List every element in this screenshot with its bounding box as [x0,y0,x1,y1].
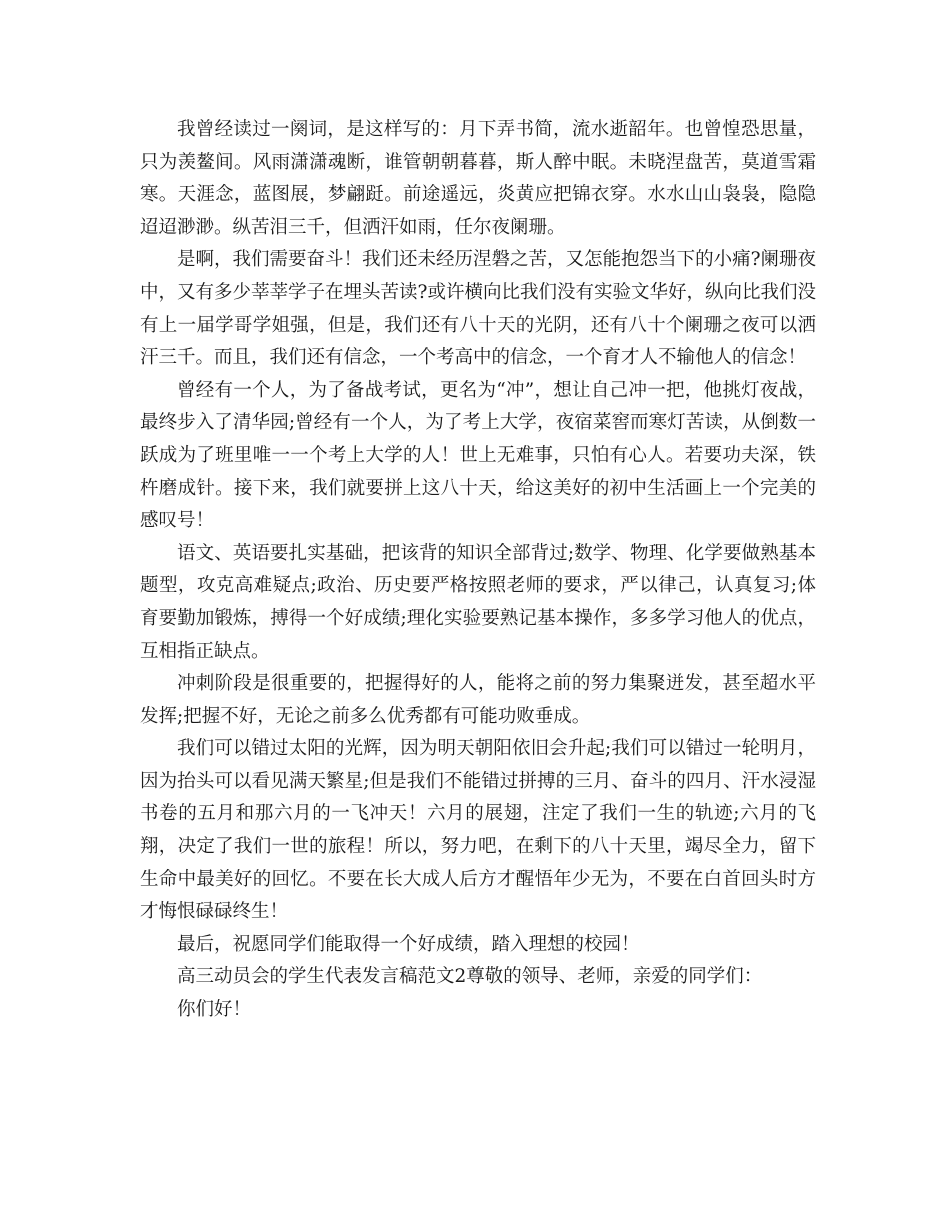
document-body [140,114,816,1027]
paragraph: 曾经有一个人，为了备战考试，更名为“冲”，想让自己冲一把，他挑灯夜战，最终步入了清华园;曾经有一个人，为了考上大学，夜宿菜窖而寒灯苦读，从倒数一跃成为了班里唯一一个考上大学的人！世上无难事，只怕有心人。若要功夫深，铁杵磨成针。接下来，我们就要拼上这八十天，给这美好的初中生活画上一个完美的感叹号！ [140,379,816,532]
paragraph: 语文、英语要扎实基础，把该背的知识全部背过;数学、物理、化学要做熟基本题型，攻克高难疑点;政治、历史要严格按照老师的要求，严以律己，认真复习;体育要勤加锻炼，搏得一个好成绩;理化实验要熟记基本操作，多多学习他人的优点，互相指正缺点。 [140,542,816,662]
paragraph: 是啊，我们需要奋斗！我们还未经历涅磐之苦，又怎能抱怨当下的小痛?阑珊夜中，又有多少莘莘学子在埋头苦读?或许横向比我们没有实验文华好，纵向比我们没有上一届学哥学姐强，但是，我们还有八十天的光阴，还有八十个阑珊之夜可以洒汗三千。而且，我们还有信念，一个考高中的信念，一个育才人不输他人的信念！ [140,249,816,369]
paragraph: 我曾经读过一阕词，是这样写的：月下弄书简，流水逝韶年。也曾惶恐思量，只为羡鳌间。风雨潇潇魂断，谁管朝朝暮暮，斯人醉中眠。未晓涅盘苦，莫道雪霜寒。天涯念，蓝图展，梦翩跹。前途遥远，炎黄应把锦衣穿。水水山山袅袅，隐隐迢迢渺渺。纵苦泪三千，但洒汗如雨，任尔夜阑珊。 [140,119,816,238]
paragraph: 冲刺阶段是很重要的，把握得好的人，能将之前的努力集聚迸发，甚至超水平发挥;把握不好，无论之前多么优秀都有可能功败垂成。 [140,673,816,727]
paragraph: 你们好！ [177,999,252,1021]
paragraph: 我们可以错过太阳的光辉，因为明天朝阳依旧会升起;我们可以错过一轮明月，因为抬头可以看见满天繁星;但是我们不能错过拼搏的三月、奋斗的四月、汗水浸湿书卷的五月和那六月的一飞冲天！六月的展翅，注定了我们一生的轨迹;六月的飞翔，决定了我们一世的旅程！所以，努力吧，在剩下的八十天里，竭尽全力，留下生命中最美好的回忆。不要在长大成人后方才醒悟年少无为，不要在白首回头时方才悔恨碌碌终生！ [140,738,816,923]
paragraph: 最后，祝愿同学们能取得一个好成绩，踏入理想的校园！ [177,933,640,955]
paragraph: 高三动员会的学生代表发言稿范文2尊敬的领导、老师，亲爱的同学们： [177,966,763,988]
